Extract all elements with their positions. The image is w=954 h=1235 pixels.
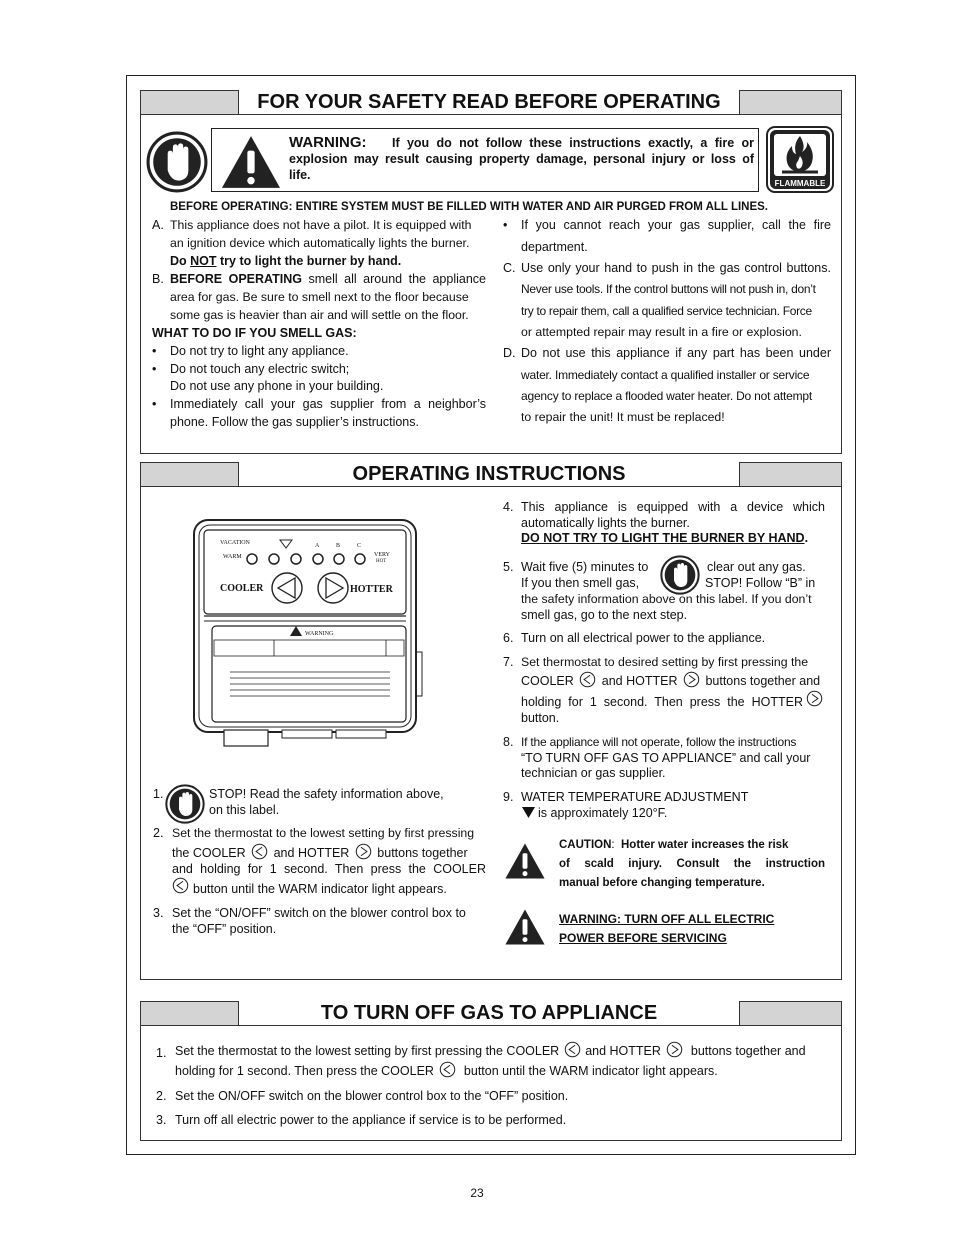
hotter-button-icon — [666, 1041, 683, 1058]
op-step1-line2: on this label. — [209, 803, 280, 817]
smell-item-2b: Do not use any phone in your building. — [170, 379, 384, 393]
op-step4-dot: . — [804, 531, 809, 545]
stop-hand-icon — [660, 555, 700, 595]
warning-text-1: If you do not follow these instructions exactly, a fire or — [392, 136, 754, 150]
thermo-warm: WARM — [223, 554, 242, 560]
op-step5-line3: the safety information above on this label. If you don’t — [521, 592, 812, 606]
stop-hand-icon — [146, 131, 208, 193]
thermo-very: VERY — [374, 552, 391, 558]
thermo-vacation: VACATION — [220, 540, 250, 546]
op-step4-line2: automatically lights the burner. — [521, 516, 690, 530]
op-step7-line3: holding for 1 second. Then press the HOTTER — [521, 695, 803, 709]
caution-line1 — [559, 836, 825, 855]
safety-title: FOR YOUR SAFETY READ BEFORE OPERATING — [238, 90, 740, 114]
op-step4-warning: DO NOT TRY TO LIGHT THE BURNER BY HAND — [521, 531, 805, 545]
op-step1-line1: STOP! Read the safety information above, — [209, 787, 444, 801]
off-step1-line2 — [175, 1063, 718, 1079]
item-d-line1: Do not use this appliance if any part has been under — [521, 346, 831, 360]
op-step3-line1: Set the “ON/OFF” switch on the blower control box to — [172, 906, 466, 920]
op-step2-num: 2. — [153, 826, 164, 840]
smell-bullet-3: • — [152, 397, 157, 411]
op-step7-line2 — [521, 673, 820, 689]
op-step4-line3 — [521, 530, 808, 546]
turnoff-header — [141, 1002, 841, 1026]
op-step4-line1: This appliance is equipped with a device which — [521, 500, 825, 514]
smell-item-1: Do not try to light any appliance. — [170, 344, 349, 358]
thermo-b: B — [336, 543, 341, 549]
op-step2-line3: and holding for 1 second. Then press the COOLER — [172, 862, 486, 876]
op-step7-num: 7. — [503, 655, 514, 669]
op-step3-num: 3. — [153, 906, 164, 920]
right-item-1a: If you cannot reach your gas supplier, call the fire — [521, 218, 831, 232]
down-triangle-icon — [522, 807, 535, 818]
warning-label: WARNING: — [289, 134, 367, 151]
item-a-line1: This appliance does not have a pilot. It is equipped with — [170, 218, 472, 232]
hotter-button-icon — [683, 671, 700, 688]
op-step5-line2-post: STOP! Follow “B” in — [705, 576, 816, 590]
off-step1-cooler-text: Set the thermostat to the lowest setting by first pressing the COOLER — [175, 1044, 560, 1058]
op-step7-together-text: buttons together and — [705, 674, 821, 688]
op-step7-line4: button. — [521, 711, 560, 725]
thermostat-illustration — [190, 518, 426, 750]
op-step8-line3: technician or gas supplier. — [521, 766, 666, 780]
item-a-line3-post: try to light the burner by hand. — [216, 254, 402, 268]
item-d-marker: D. — [503, 346, 516, 360]
op-step6-num: 6. — [503, 631, 514, 645]
flammable-sign — [766, 126, 834, 193]
turnoff-title: TO TURN OFF GAS TO APPLIANCE — [238, 1001, 740, 1025]
smell-bullet-1: • — [152, 344, 157, 358]
op-step2-line1: Set the thermostat to the lowest setting by first pressing — [172, 826, 475, 840]
thermo-a: A — [315, 543, 320, 549]
item-d-line3: agency to replace a flooded water heater. Do not attempt — [521, 389, 812, 403]
op-step2-together-text: buttons together — [377, 846, 468, 860]
item-b-bold: BEFORE OPERATING — [170, 272, 302, 286]
off-step3-num: 3. — [156, 1113, 167, 1127]
item-a-marker: A. — [152, 218, 164, 232]
item-c-line2: Never use tools. If the control buttons will not push in, don’t — [521, 282, 816, 296]
right-bullet: • — [503, 218, 508, 232]
caution-line3: manual before changing temperature. — [559, 877, 765, 889]
item-c-line4: or attempted repair may result in a fire or explosion. — [521, 325, 802, 339]
op-step5-line2-pre: If you then smell gas, — [521, 576, 640, 590]
op-step5-line1-pre: Wait five (5) minutes to — [521, 560, 649, 574]
off-step1-hotter-text: and HOTTER — [585, 1044, 661, 1058]
smell-item-3a: Immediately call your gas supplier from a neighbor’s — [170, 397, 486, 411]
hotter-button-icon — [355, 843, 372, 860]
off-step1-together-text: buttons together and — [690, 1044, 806, 1058]
smell-bullet-2: • — [152, 362, 157, 376]
item-c-marker: C. — [503, 261, 516, 275]
item-d-line4: to repair the unit! It must be replaced! — [521, 410, 725, 424]
before-operating: BEFORE OPERATING: ENTIRE SYSTEM MUST BE FILLED WITH WATER AND AIR PURGED FROM ALL LINES. — [170, 201, 768, 213]
op-step8-line1: If the appliance will not operate, follow the instructions — [521, 735, 797, 749]
op-step3-line2: the “OFF” position. — [172, 922, 277, 936]
item-b-line2: area for gas. Be sure to smell next to the floor because — [170, 290, 469, 304]
power-warning-line1: WARNING: TURN OFF ALL ELECTRIC — [559, 912, 775, 926]
item-b-line1 — [170, 270, 486, 288]
op-step9-line1: WATER TEMPERATURE ADJUSTMENT — [521, 790, 749, 804]
op-step6-line1: Turn on all electrical power to the appliance. — [521, 631, 766, 645]
warning-triangle-icon — [219, 134, 283, 190]
operating-header — [141, 463, 841, 487]
smell-item-3b: phone. Follow the gas supplier’s instructions. — [170, 415, 419, 429]
item-b-line3: some gas is heavier than air and will settle on the floor. — [170, 308, 469, 322]
caution-label: CAUTION — [559, 839, 612, 851]
caution-colon: : — [611, 839, 615, 851]
op-step1-num: 1. — [153, 787, 164, 801]
cooler-button-icon — [251, 843, 268, 860]
op-step9-num: 9. — [503, 790, 514, 804]
power-warning-line2: POWER BEFORE SERVICING — [559, 931, 727, 945]
item-a-line2: an ignition device which automatically lights the burner. — [170, 236, 470, 250]
operating-title: OPERATING INSTRUCTIONS — [238, 462, 740, 486]
thermo-c: C — [357, 543, 362, 549]
item-a-line3-pre: Do — [170, 254, 191, 268]
item-b-rest: smell all around the appliance — [301, 272, 486, 286]
item-a-line3 — [170, 252, 401, 270]
cooler-button-icon — [172, 877, 189, 894]
op-step5-line4: smell gas, go to the next step. — [521, 608, 688, 622]
off-step2-num: 2. — [156, 1089, 167, 1103]
op-step4-num: 4. — [503, 500, 514, 514]
op-step7-line1: Set thermostat to desired setting by first pressing the — [521, 655, 809, 669]
item-d-line2: water. Immediately contact a qualified installer or service — [521, 368, 810, 382]
op-step2-cooler-text: the COOLER — [172, 846, 246, 860]
op-step5-line1-post: clear out any gas. — [707, 560, 806, 574]
warning-text-3: life. — [289, 168, 311, 182]
off-step3-line: Turn off all electric power to the appliance if service is to be performed. — [175, 1113, 567, 1127]
page-number: 23 — [470, 1186, 484, 1200]
caution-triangle-icon — [504, 842, 546, 880]
op-step7-hotter-text: and HOTTER — [601, 674, 678, 688]
off-step1-warm-text: button until the WARM indicator light appears. — [463, 1064, 718, 1078]
thermo-warning: WARNING — [305, 631, 334, 637]
smell-heading: WHAT TO DO IF YOU SMELL GAS: — [152, 326, 357, 340]
power-warning-triangle-icon — [504, 908, 546, 946]
cooler-button-icon — [564, 1041, 581, 1058]
thermo-cooler: COOLER — [220, 583, 264, 594]
item-a-not: NOT — [190, 254, 217, 268]
smell-item-2a: Do not touch any electric switch; — [170, 362, 350, 376]
item-b-marker: B. — [152, 272, 164, 286]
hotter-button-icon — [806, 690, 823, 707]
op-step2-line4: button until the WARM indicator light appears. — [193, 882, 447, 896]
caution-line2: of scald injury. Consult the instruction — [559, 858, 825, 870]
off-step1-num: 1. — [156, 1046, 167, 1060]
thermo-hotter: HOTTER — [350, 584, 393, 595]
off-step2-line: Set the ON/OFF switch on the blower control box to the “OFF” position. — [175, 1089, 569, 1103]
op-step8-num: 8. — [503, 735, 514, 749]
cooler-button-icon — [439, 1061, 456, 1078]
right-item-1b: department. — [521, 240, 588, 254]
cooler-button-icon — [579, 671, 596, 688]
op-step5-num: 5. — [503, 560, 514, 574]
op-step7-cooler-text: COOLER — [521, 674, 574, 688]
thermo-hot: HOT — [376, 559, 387, 564]
off-step1-line1 — [175, 1043, 806, 1059]
op-step2-hotter-text: and HOTTER — [273, 846, 350, 860]
item-c-line3: try to repair them, call a qualified service technician. Force — [521, 304, 812, 318]
op-step9-line2: is approximately 120°F. — [538, 806, 668, 820]
safety-header — [141, 91, 841, 115]
op-step8-line2: “TO TURN OFF GAS TO APPLIANCE” and call your — [521, 751, 811, 765]
op-step2-line2 — [172, 845, 486, 861]
warning-text-2: explosion may result causing property damage, personal injury or loss of — [289, 152, 754, 166]
flammable-label: FLAMMABLE — [774, 179, 826, 188]
stop-hand-icon — [165, 784, 205, 824]
caution-text-1: Hotter water increases the risk — [620, 839, 789, 851]
item-c-line1: Use only your hand to push in the gas control buttons. — [521, 261, 831, 275]
off-step1-press-text: holding for 1 second. Then press the COOLER — [175, 1064, 434, 1078]
